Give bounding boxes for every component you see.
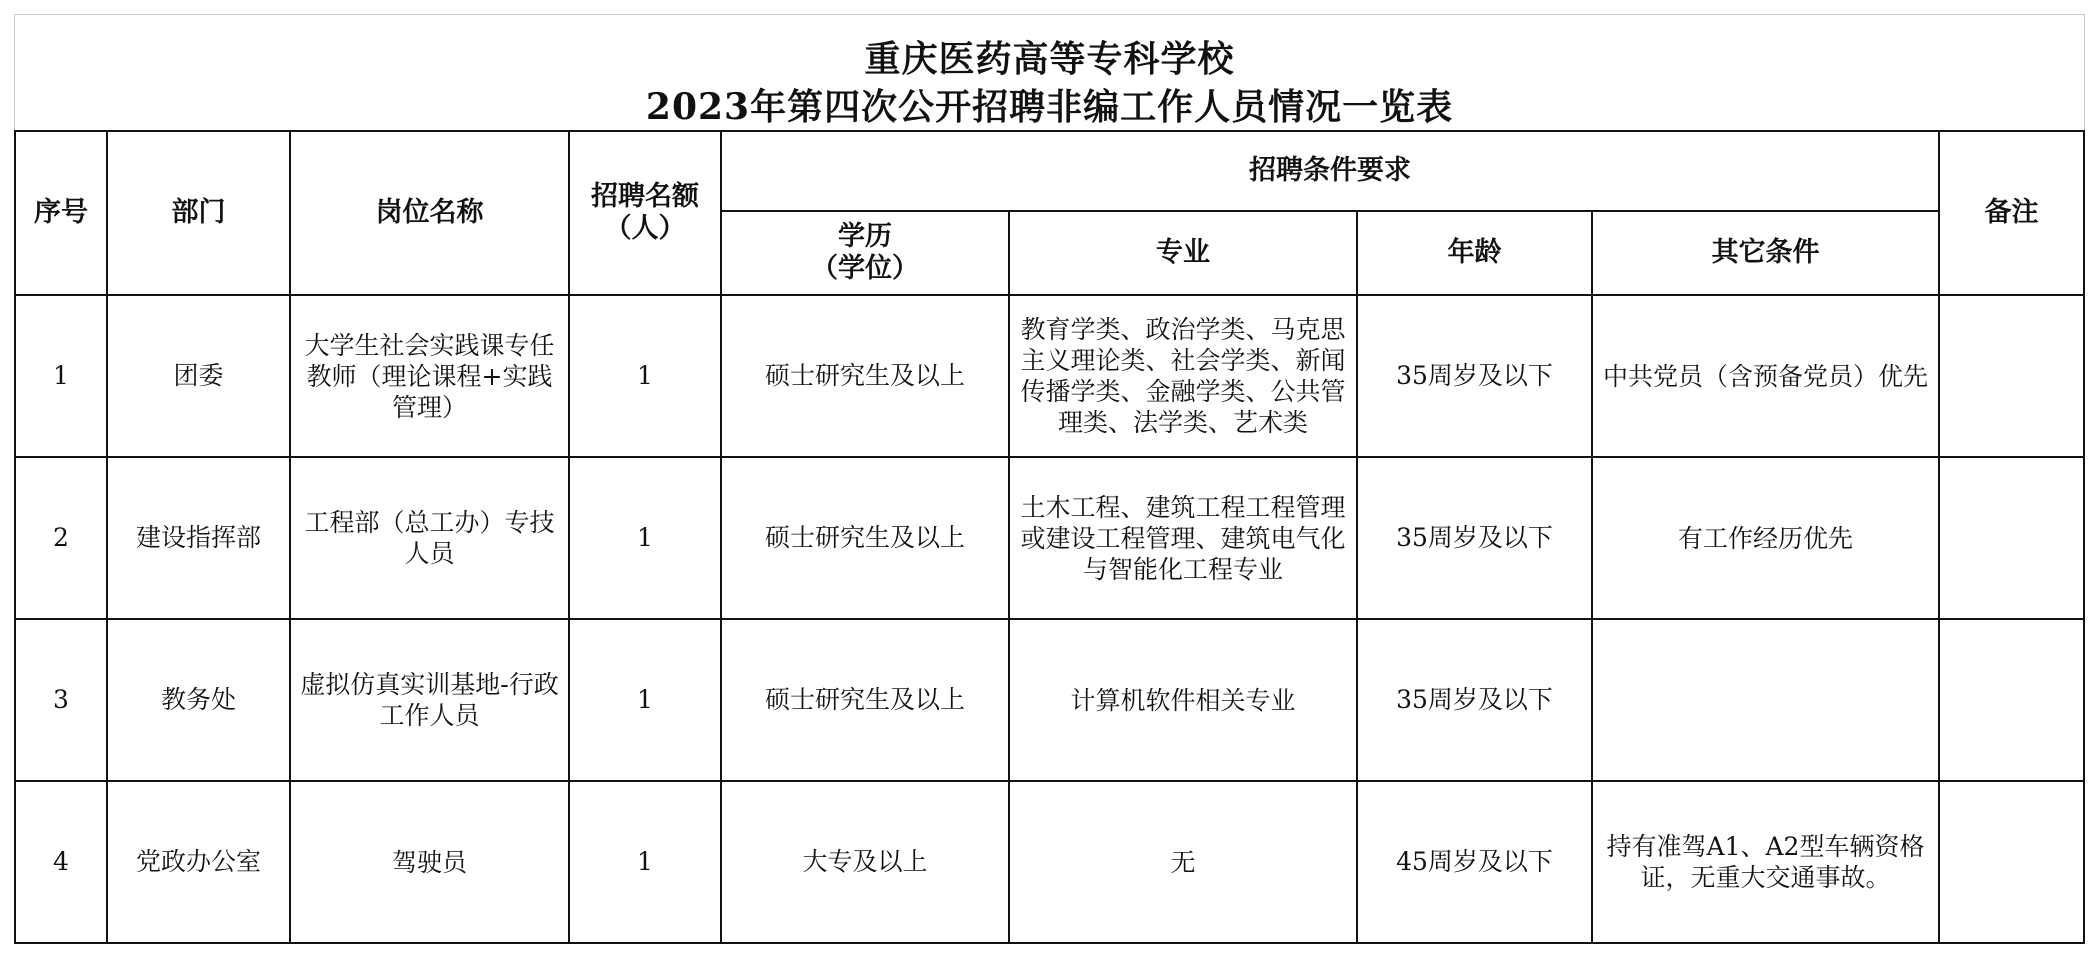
cell-quota[interactable]: 1	[569, 457, 721, 619]
cell-seq[interactable]: 1	[15, 295, 107, 457]
cell-dept[interactable]: 团委	[107, 295, 290, 457]
cell-quota[interactable]: 1	[569, 619, 721, 781]
title-line-2: 2023年第四次公开招聘非编工作人员情况一览表	[645, 86, 1454, 128]
cell-seq[interactable]: 2	[15, 457, 107, 619]
header-edu-line2: （学位）	[811, 253, 919, 284]
cell-age[interactable]: 35周岁及以下	[1357, 457, 1592, 619]
recruitment-table	[14, 130, 2085, 944]
table-row	[15, 295, 2084, 457]
header-major: 专业	[1009, 211, 1357, 295]
header-row	[15, 131, 2084, 211]
header-edu	[721, 211, 1009, 295]
cell-major[interactable]: 教育学类、政治学类、马克思主义理论类、社会学类、新闻传播学类、金融学类、公共管理类、法学类、艺术类	[1009, 295, 1357, 457]
header-seq: 序号	[15, 131, 107, 295]
header-requirements: 招聘条件要求	[721, 131, 1939, 211]
cell-seq[interactable]: 3	[15, 619, 107, 781]
cell-position[interactable]: 工程部（总工办）专技人员	[290, 457, 569, 619]
cell-edu[interactable]: 硕士研究生及以上	[721, 619, 1009, 781]
cell-other[interactable]: 中共党员（含预备党员）优先	[1592, 295, 1939, 457]
cell-edu[interactable]: 硕士研究生及以上	[721, 295, 1009, 457]
cell-dept[interactable]: 建设指挥部	[107, 457, 290, 619]
cell-position[interactable]: 虚拟仿真实训基地-行政工作人员	[290, 619, 569, 781]
cell-major[interactable]: 计算机软件相关专业	[1009, 619, 1357, 781]
cell-remarks[interactable]	[1939, 457, 2084, 619]
header-quota-line1: 招聘名额	[591, 181, 699, 212]
cell-remarks[interactable]	[1939, 295, 2084, 457]
header-position: 岗位名称	[290, 131, 569, 295]
cell-major[interactable]: 无	[1009, 781, 1357, 943]
cell-age[interactable]: 35周岁及以下	[1357, 295, 1592, 457]
header-dept: 部门	[107, 131, 290, 295]
table-title	[14, 14, 2085, 131]
cell-dept[interactable]: 教务处	[107, 619, 290, 781]
table-row	[15, 619, 2084, 781]
cell-major[interactable]: 土木工程、建筑工程工程管理或建设工程管理、建筑电气化与智能化工程专业	[1009, 457, 1357, 619]
cell-quota[interactable]: 1	[569, 781, 721, 943]
header-quota-line2: （人）	[604, 213, 686, 244]
cell-other[interactable]	[1592, 619, 1939, 781]
header-remarks: 备注	[1939, 131, 2084, 295]
header-edu-line1: 学历	[838, 221, 892, 252]
cell-position[interactable]: 大学生社会实践课专任教师（理论课程+实践管理）	[290, 295, 569, 457]
cell-seq[interactable]: 4	[15, 781, 107, 943]
cell-age[interactable]: 45周岁及以下	[1357, 781, 1592, 943]
cell-quota[interactable]: 1	[569, 295, 721, 457]
header-other: 其它条件	[1592, 211, 1939, 295]
table-row	[15, 781, 2084, 943]
cell-edu[interactable]: 大专及以上	[721, 781, 1009, 943]
cell-dept[interactable]: 党政办公室	[107, 781, 290, 943]
cell-age[interactable]: 35周岁及以下	[1357, 619, 1592, 781]
table-row	[15, 457, 2084, 619]
cell-edu[interactable]: 硕士研究生及以上	[721, 457, 1009, 619]
header-age: 年龄	[1357, 211, 1592, 295]
cell-other[interactable]: 持有准驾A1、A2型车辆资格证，无重大交通事故。	[1592, 781, 1939, 943]
header-quota	[569, 131, 721, 295]
cell-position[interactable]: 驾驶员	[290, 781, 569, 943]
cell-remarks[interactable]	[1939, 781, 2084, 943]
cell-other[interactable]: 有工作经历优先	[1592, 457, 1939, 619]
cell-remarks[interactable]	[1939, 619, 2084, 781]
title-line-1: 重庆医药高等专科学校	[864, 38, 1235, 80]
